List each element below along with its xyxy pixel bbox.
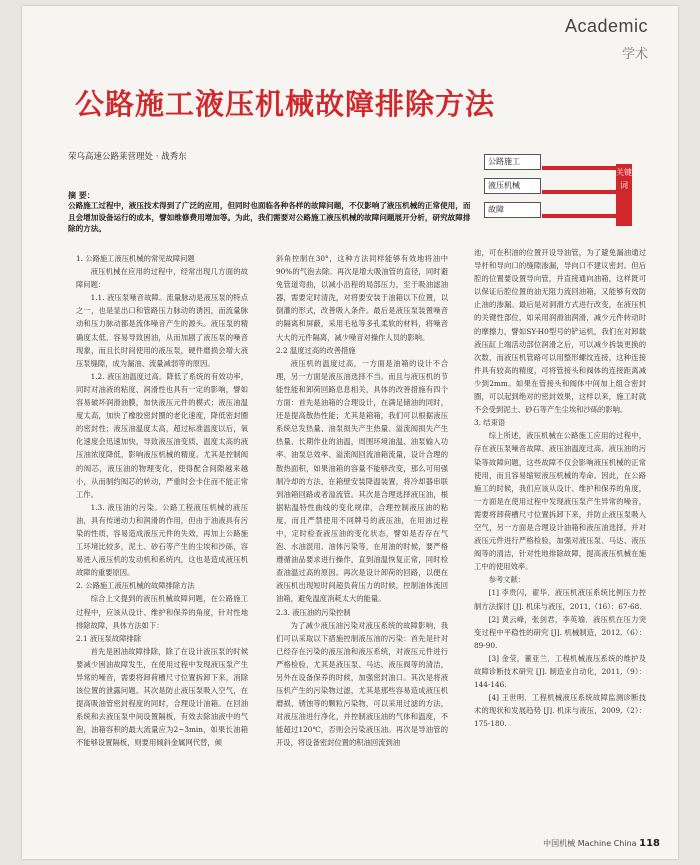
paragraph: 综上所述，液压机械在公路施工应用的过程中，存在液压泵噪音故障、液压油温度过高、液压油的污染等故障问题，这些故障不仅会影响液压机械的正常使用，而且容易缩短液压机械的寿命。因此，在公路施工的时候，我们应该从设计、维护和保养的角度，一方面是在使用过程中发现液压泵产生异常的噪音，需要将卸荷槽尺寸位置拆卸下来，并防止液压泵吸入空气，另一方面是合理设计油箱和液压油选择，并对液压元件进行严格检验，加强对液压泵、马达、液压阀等的清洁，针对性地排除故障，提高液压机械在施工中的使用效率。	[474, 431, 646, 572]
paragraph: 液压机的温度过高，一方面是油箱的设计不合理，另一方面是液压油选择不当。而且与液压机的节能性能和卸荷回路息息相关，具体的改善措施有四个方面：首先是油箱的合理设计，在满足储油的同时，还是提高散热性能；尤其是箱箱，我们可以根据液压系统总发热量、油泵损失产生热量、溢流阀损失产生热量、长期作业的油温，周围环境油温、油泵输入功率、油泵总效率、溢流阀回流油箱流量，设计合理的散热面积，如果油箱的容量不能够改变，那么可用强制冷却的方法，在箱壁安装降温装置，将冷却器串联到油箱回路或者溢流管。其次是合理选择液压油，根据粘温特性曲线的变化规律，合理控制液压油的粘度，而且严禁使用不同牌号的液压油，在用油过程中，定时检查液压油的变化状态，譬如是否存在气泡、水油混用、油体污染等，在用油的时候，要严格遵循油品要求进行操作，直到油温恢复正常，同时检查油温过高的原因。再次是设计卸荷的回路，以便在液压机出现短时间超负荷压力的时候，控制油体流回油箱，避免温度消耗太大的能量。	[276, 358, 448, 604]
header-academic-zh: 学术	[621, 47, 648, 62]
paragraph: 池，可在积油的位置开设导油管，为了避免漏油通过导杆和导向口的缝隙渗漏，导向口不建议密封。但后腔的位置要设置导向管，并直接通向油箱，这样既可以保证后腔位置的油无阻力流回油箱，又能够有效防止油的渗漏。最后是对洞滑方式进行改变，在液压机的关键性部位，如采用润滑油润滑，减少元件转动时的摩擦力，譬如SY-H0型号的铲运机，我们在对卸载液压缸上端活动部位润滑之后，可以减少拆装更换的次数，而液压机管路可以用整形螺纹连接，这种连接件具有较高的精度，可将管接头和阀体的连接距离减少到2mm。如果在管接头和阀体中间加上组合密封圈，可以起到绝对的密封效果，这样以来，施工时就不会受到泥土、砂石等产生尘埃和沙砾的影响。	[474, 248, 646, 415]
article-title: 公路施工液压机械故障排除方法	[75, 87, 496, 121]
paragraph: 首先是困油故障排除，除了在设计液压泵的时候要减少困油故障发生，在使用过程中发现液压泵产生异常的噪音，需要将卸荷槽尺寸位置拆卸下来，消除该位置的泄露问题。其次是防止液压泵吸入空气，在提高吸油管密封程度的同时，合理设计油箱。在回油系统和去液压泵中间设置隔板，有效去除油液中的气泡，油箱容积的最大流量应为2~3min，如果长油箱不能够设置隔板，则要用倾斜金属网代替，倾	[76, 646, 248, 748]
page-footer	[543, 838, 660, 849]
section-heading: 3. 结束语	[474, 418, 506, 428]
paragraph: [2] 黄云峰，张剑君，李英瑜．液压机在压力突变过程中平稳性的研究 [J]. 机械制造，2012,（6）：89-90.	[474, 614, 646, 650]
abstract-label: 摘 要：	[68, 191, 95, 200]
section-heading: 2. 公路施工液压机械的故障排除方法	[76, 581, 195, 591]
keyword-band	[542, 214, 624, 218]
keyword-band	[542, 190, 624, 194]
paragraph: 为了减少液压油污染对液压系统的故障影响，我们可以采取以下措施控制液压油的污染：首先是针对已经存在污染的液压油和液压系统，对液压元件进行严格检验，尤其是液压泵、马达、液压阀等的清洁，另外在设备保养的时候，加强密封油口。其次是将液压机产生的污染物过滤，尤其是那些容易造成液压机磨损、锈蚀等的颗粒污染物，可以采用过滤的方法，对液压油进行净化，并控制液压油的气体和温度，不能超过120℃，否则会污染液压油。再次是导油管的开设，将设备密封位置的积油回流到油	[276, 620, 448, 748]
paragraph: 1.3. 液压油的污染。公路工程液压机械的液压油，具有传递动力和润滑的作用，但由于油液具有污染的性质，容易造成液压元件的失效，再加上公路施工环境比较多，泥土、砂石等产生的尘埃和沙砾，容易进入液压机的发动机和系统内，这也是造成液压机故障的重要原因。	[76, 502, 248, 578]
section-heading: 1. 公路施工液压机械的常见故障问题	[76, 254, 195, 263]
keyword-tag: 液压机械	[484, 178, 541, 194]
body-column-2	[276, 252, 448, 750]
body-column-3	[474, 246, 646, 730]
paragraph: [4] 王世明．工程机械液压系统故障监测诊断技术的现状和发展趋势 [J]. 机床与液压，2009,（2）：175-180.	[474, 693, 646, 729]
header-academic: Academic	[564, 16, 648, 36]
paragraph: 液压机械在应用的过程中，经常出现几方面的故障问题：	[76, 267, 248, 290]
paragraph: 1.2. 液压油温度过高。降低了系统的有效功率，同时对油液的粘度、润滑性也具有一定的影响，譬如容易破坏润滑油膜，加快液压元件的模式；液压油温度太高，加快了橡胶密封圈的老化速度，降低密封圈的密封性；液压油温度太高，超过标准温度以后，氧化速度会迅速加快，导致液压油变质，温度太高的液压油浓度降低，影响液压机械的精度。尤其是控制阀的阀芯，液压油的物理变化，使得配合间隙越来越小，从而制约阀芯的转动，严重时会卡住而不能正常工作。	[76, 371, 248, 499]
paragraph: 斜角控制在30°，这种方法同样能够有效地将油中90%的气泡去除。再次是增大吸油管的直径，同时避免管道弯曲，以减小沿程的局部压力，至于吸油滤油器，需要定时清洗，对将要安装于油箱以下位置，以倒灌的形式，改善吸入条件。最后是液压泵装置噪音的隔离和屏蔽，采用毛毡等多孔柔软的材料，将噪音大大的元件隔离，减少噪音对操作人员的影响。	[276, 254, 448, 342]
body-column-1	[76, 252, 248, 750]
section-heading: 2.1 液压泵故障排除	[76, 633, 142, 643]
keyword-tag: 公路施工	[484, 154, 541, 170]
keywords-label: 关键词	[616, 164, 632, 226]
journal-name: 中国机械	[543, 839, 576, 848]
paragraph: 参考文献：	[488, 575, 526, 585]
abstract-text: 公路施工过程中，液压技术得到了广泛的应用，但同时也面临各种各样的故障问题，不仅影响了液压机械的正常使用，而且会增加设备运行的成本，譬如维修费用增加等。为此，我们需要对公路施工液压机械的故障问题展开分析，研究故障排除的方法。	[68, 201, 471, 233]
keywords-box	[484, 144, 632, 228]
paragraph: [3] 金莹，董亚兰．工程机械液压系统的维护及故障诊断技术研究 [J]. 制造业自动化，2011,（9）：144-146.	[474, 653, 646, 690]
page-number: 118	[639, 838, 660, 849]
paragraph: 1.1. 液压泵噪音故障。流量脉动是液压泵的特点之一，也是显出口和管路压力脉动的诱因，而流量脉动和压力脉动都是流体噪音产生的源头。液压泵的精确度太低、容易导致困油，从而加剧了液压泵的噪音现象，而且长时间使用的液压泵，硬件磨损会增大液压泵缝隙，成为漏油、流量减弱等的原因。	[76, 293, 248, 368]
paragraph: 综合上文提到的液压机械故障问题，在公路施工过程中，应该从设计、维护和保养的角度，针对性地排除故障，具体方法如下：	[76, 594, 248, 630]
paragraph: [1] 李贵闪，翟华．液压机液压系统比例压力控制方法探讨 [J]. 机床与液压，2011,（16）：67-68.	[474, 588, 646, 611]
keyword-tag: 故障	[484, 202, 541, 218]
author-line: 荣乌高速公路莱营理处 · 战秀东	[68, 152, 187, 162]
keyword-band	[542, 166, 624, 170]
section-heading: 2.3. 液压油的污染控制	[276, 607, 351, 617]
journal-name-en: Machine China	[577, 839, 637, 848]
section-heading: 2.2 温度过高的改善措施	[276, 345, 356, 355]
